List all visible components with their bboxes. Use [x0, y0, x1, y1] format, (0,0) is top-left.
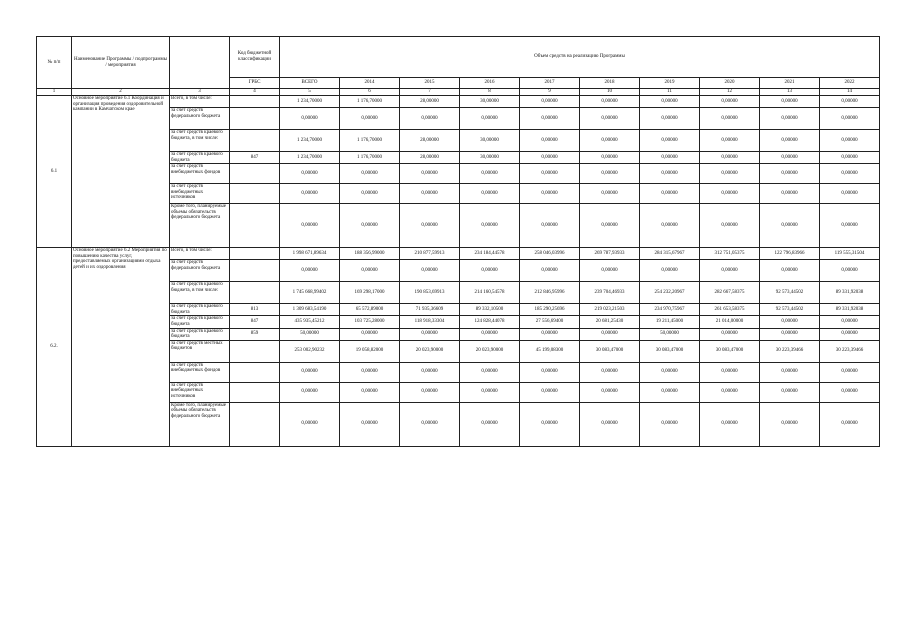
column-number: 12: [700, 89, 760, 96]
value-cell: 0,00000: [520, 328, 580, 340]
value-cell: 435 935,45212: [280, 316, 340, 328]
row-grbs: 847: [230, 316, 280, 328]
value-cell: 0,00000: [820, 204, 880, 248]
column-number: 13: [760, 89, 820, 96]
value-cell: 0,00000: [280, 108, 340, 130]
value-cell: 0,00000: [760, 316, 820, 328]
value-cell: 0,00000: [760, 96, 820, 108]
value-cell: 219 023,21503: [580, 304, 640, 316]
value-cell: 30 083,47000: [640, 340, 700, 362]
value-cell: 0,00000: [520, 164, 580, 184]
value-cell: 21 014,00000: [700, 316, 760, 328]
value-cell: 0,00000: [280, 382, 340, 402]
value-cell: 0,00000: [760, 164, 820, 184]
value-cell: 0,00000: [640, 108, 700, 130]
value-cell: 214 160,54578: [460, 282, 520, 304]
value-cell: 169 298,17000: [340, 282, 400, 304]
value-cell: 0,00000: [760, 260, 820, 282]
row-grbs: [230, 260, 280, 282]
value-cell: 118 918,33304: [400, 316, 460, 328]
row-description: за счет средств краевого бюджета: [170, 316, 230, 328]
value-cell: 0,00000: [640, 402, 700, 446]
value-cell: 0,00000: [460, 362, 520, 382]
header-funding: Объем средств на реализацию Программы: [280, 37, 880, 78]
value-cell: 0,00000: [280, 164, 340, 184]
value-cell: 269 787,93933: [580, 248, 640, 260]
value-cell: 0,00000: [820, 152, 880, 164]
section-number: 6.1: [37, 96, 72, 248]
row-grbs: [230, 108, 280, 130]
column-number: 2: [72, 89, 170, 96]
value-cell: 0,00000: [580, 96, 640, 108]
value-cell: 0,00000: [520, 260, 580, 282]
value-cell: 65 572,89000: [340, 304, 400, 316]
value-cell: 0,00000: [700, 328, 760, 340]
row-grbs: [230, 282, 280, 304]
header-year-8: 2021: [760, 78, 820, 89]
column-number: 4: [230, 89, 280, 96]
column-number: 3: [170, 89, 230, 96]
value-cell: 45 199,08300: [520, 340, 580, 362]
value-cell: 0,00000: [460, 108, 520, 130]
value-cell: 71 935,36609: [400, 304, 460, 316]
value-cell: 0,00000: [700, 204, 760, 248]
value-cell: 0,00000: [760, 184, 820, 204]
value-cell: 30 083,47000: [700, 340, 760, 362]
value-cell: 0,00000: [700, 108, 760, 130]
row-grbs: [230, 362, 280, 382]
value-cell: 0,00000: [340, 402, 400, 446]
header-year-9: 2022: [820, 78, 880, 89]
value-cell: 0,00000: [640, 260, 700, 282]
value-cell: 30,00000: [460, 130, 520, 152]
value-cell: 122 796,83966: [760, 248, 820, 260]
header-year-5: 2018: [580, 78, 640, 89]
value-cell: 1 176,70000: [340, 152, 400, 164]
value-cell: 0,00000: [820, 108, 880, 130]
section-name: Основное мероприятие 6.2 Мероприятия по повышению качества услуг, предоставляемых организациями отдыха детей и их оздоровления: [72, 248, 170, 447]
value-cell: 0,00000: [460, 328, 520, 340]
value-cell: 0,00000: [760, 152, 820, 164]
value-cell: 0,00000: [820, 260, 880, 282]
value-cell: 0,00000: [820, 164, 880, 184]
value-cell: 0,00000: [580, 108, 640, 130]
value-cell: 0,00000: [820, 402, 880, 446]
header-year-4: 2017: [520, 78, 580, 89]
value-cell: 0,00000: [340, 382, 400, 402]
row-description: за счет средств краевого бюджета, в том числе:: [170, 282, 230, 304]
value-cell: 89 331,92038: [820, 282, 880, 304]
value-cell: 1 176,70000: [340, 96, 400, 108]
value-cell: 0,00000: [700, 152, 760, 164]
value-cell: 1 998 671,89634: [280, 248, 340, 260]
value-cell: 0,00000: [400, 328, 460, 340]
value-cell: 0,00000: [580, 402, 640, 446]
value-cell: 0,00000: [520, 362, 580, 382]
value-cell: 19 211,45000: [640, 316, 700, 328]
column-number: 8: [460, 89, 520, 96]
value-cell: 30 083,47000: [580, 340, 640, 362]
value-cell: 0,00000: [700, 184, 760, 204]
value-cell: 234 184,44578: [460, 248, 520, 260]
value-cell: 30 223,39466: [760, 340, 820, 362]
row-grbs: [230, 164, 280, 184]
value-cell: 0,00000: [520, 382, 580, 402]
value-cell: 27 556,69400: [520, 316, 580, 328]
value-cell: 0,00000: [280, 260, 340, 282]
value-cell: 0,00000: [520, 130, 580, 152]
row-description: за счет средств внебюджетных фондов: [170, 362, 230, 382]
row-description: Кроме того, планируемые объемы обязательств федерального бюджета: [170, 204, 230, 248]
value-cell: 0,00000: [400, 402, 460, 446]
value-cell: 0,00000: [760, 204, 820, 248]
row-grbs: [230, 204, 280, 248]
value-cell: 0,00000: [700, 260, 760, 282]
value-cell: 0,00000: [580, 164, 640, 184]
value-cell: 312 751,05375: [700, 248, 760, 260]
value-cell: 284 315,67967: [640, 248, 700, 260]
column-number: 9: [520, 89, 580, 96]
value-cell: 0,00000: [280, 184, 340, 204]
value-cell: 0,00000: [820, 130, 880, 152]
value-cell: 0,00000: [700, 382, 760, 402]
value-cell: 119 555,31504: [820, 248, 880, 260]
column-number: 5: [280, 89, 340, 96]
value-cell: 0,00000: [460, 184, 520, 204]
value-cell: 0,00000: [400, 164, 460, 184]
column-number: 11: [640, 89, 700, 96]
value-cell: 30,00000: [460, 96, 520, 108]
value-cell: 0,00000: [460, 382, 520, 402]
value-cell: 0,00000: [760, 382, 820, 402]
header-grbs: ГРБС: [230, 78, 280, 89]
row-grbs: [230, 248, 280, 260]
value-cell: 0,00000: [340, 204, 400, 248]
row-grbs: [230, 402, 280, 446]
value-cell: 124 828,44078: [460, 316, 520, 328]
value-cell: 0,00000: [400, 108, 460, 130]
header-year-2: 2015: [400, 78, 460, 89]
header-year-7: 2020: [700, 78, 760, 89]
value-cell: 0,00000: [580, 382, 640, 402]
value-cell: 0,00000: [700, 402, 760, 446]
value-cell: 50,00000: [640, 328, 700, 340]
value-cell: 103 725,28000: [340, 316, 400, 328]
value-cell: 1 176,70000: [340, 130, 400, 152]
value-cell: 0,00000: [760, 130, 820, 152]
value-cell: 0,00000: [340, 184, 400, 204]
row-description: за счет средств внебюджетных источников: [170, 184, 230, 204]
value-cell: 0,00000: [700, 164, 760, 184]
value-cell: 19 058,82000: [340, 340, 400, 362]
row-grbs: [230, 130, 280, 152]
value-cell: 0,00000: [820, 184, 880, 204]
row-description: за счет средств краевого бюджета: [170, 304, 230, 316]
value-cell: 0,00000: [400, 362, 460, 382]
value-cell: 0,00000: [760, 402, 820, 446]
value-cell: 0,00000: [640, 96, 700, 108]
value-cell: 0,00000: [340, 108, 400, 130]
value-cell: 20 681,25430: [580, 316, 640, 328]
row-description: за счет средств внебюджетных источников: [170, 382, 230, 402]
value-cell: 234 970,75967: [640, 304, 700, 316]
value-cell: 0,00000: [640, 362, 700, 382]
value-cell: 0,00000: [580, 328, 640, 340]
value-cell: 92 573,44502: [760, 282, 820, 304]
value-cell: 0,00000: [820, 362, 880, 382]
row-grbs: [230, 96, 280, 108]
value-cell: 1 234,70000: [280, 152, 340, 164]
value-cell: 20 023,90000: [400, 340, 460, 362]
value-cell: 0,00000: [460, 164, 520, 184]
value-cell: 188 356,99000: [340, 248, 400, 260]
value-cell: 28,00000: [400, 96, 460, 108]
row-description: Всего, в том числе:: [170, 248, 230, 260]
value-cell: 0,00000: [280, 402, 340, 446]
value-cell: 1 309 683,54190: [280, 304, 340, 316]
column-number: 10: [580, 89, 640, 96]
value-cell: 0,00000: [460, 402, 520, 446]
row-grbs: 859: [230, 328, 280, 340]
value-cell: 0,00000: [340, 260, 400, 282]
row-description: за счет средств федерального бюджета: [170, 108, 230, 130]
value-cell: 0,00000: [580, 362, 640, 382]
value-cell: 253 002,90232: [280, 340, 340, 362]
value-cell: 89 331,92038: [820, 304, 880, 316]
value-cell: 0,00000: [760, 328, 820, 340]
value-cell: 0,00000: [580, 184, 640, 204]
value-cell: 0,00000: [340, 164, 400, 184]
header-year-3: 2016: [460, 78, 520, 89]
header-year-0: ВСЕГО: [280, 78, 340, 89]
value-cell: 1 234,70000: [280, 96, 340, 108]
section-number: 6.2.: [37, 248, 72, 447]
row-description: Всего, в том числе:: [170, 96, 230, 108]
value-cell: 0,00000: [640, 164, 700, 184]
value-cell: 0,00000: [820, 382, 880, 402]
row-grbs: [230, 382, 280, 402]
value-cell: 0,00000: [580, 260, 640, 282]
value-cell: 92 573,44502: [760, 304, 820, 316]
row-description: за счет средств краевого бюджета: [170, 328, 230, 340]
table-row: [37, 248, 880, 260]
value-cell: 258 046,03996: [520, 248, 580, 260]
value-cell: 30 223,39466: [820, 340, 880, 362]
value-cell: 50,00000: [280, 328, 340, 340]
value-cell: 0,00000: [640, 204, 700, 248]
column-number: 6: [340, 89, 400, 96]
value-cell: 0,00000: [340, 328, 400, 340]
value-cell: 0,00000: [340, 362, 400, 382]
column-number: 14: [820, 89, 880, 96]
value-cell: 0,00000: [700, 362, 760, 382]
row-grbs: 847: [230, 152, 280, 164]
value-cell: 28,00000: [400, 130, 460, 152]
value-cell: 0,00000: [280, 204, 340, 248]
value-cell: 0,00000: [700, 96, 760, 108]
value-cell: 0,00000: [820, 96, 880, 108]
value-cell: 239 704,46933: [580, 282, 640, 304]
row-description: Кроме того, планируемые объемы обязательств федерального бюджета: [170, 402, 230, 446]
value-cell: 0,00000: [580, 130, 640, 152]
value-cell: 0,00000: [640, 152, 700, 164]
value-cell: 20 023,90000: [460, 340, 520, 362]
value-cell: 1 234,70000: [280, 130, 340, 152]
value-cell: 0,00000: [640, 184, 700, 204]
value-cell: 28,00000: [400, 152, 460, 164]
value-cell: 0,00000: [280, 362, 340, 382]
column-number: 7: [400, 89, 460, 96]
value-cell: 261 653,58375: [700, 304, 760, 316]
row-description: за счет средств краевого бюджета, в том числе:: [170, 130, 230, 152]
header-kbk: Код бюджетной классификации: [230, 37, 280, 78]
header-year-1: 2014: [340, 78, 400, 89]
value-cell: 185 290,25696: [520, 304, 580, 316]
value-cell: 0,00000: [520, 204, 580, 248]
value-cell: 0,00000: [700, 130, 760, 152]
value-cell: 210 877,59913: [400, 248, 460, 260]
table-row: [37, 96, 880, 108]
value-cell: 0,00000: [640, 382, 700, 402]
header-name: Наименование Программы / подпрограммы / мероприятия: [72, 37, 170, 89]
value-cell: 0,00000: [400, 382, 460, 402]
value-cell: 190 853,69913: [400, 282, 460, 304]
value-cell: 0,00000: [520, 184, 580, 204]
value-cell: 0,00000: [580, 204, 640, 248]
value-cell: 0,00000: [460, 260, 520, 282]
value-cell: 1 745 668,99402: [280, 282, 340, 304]
header-year-6: 2019: [640, 78, 700, 89]
funding-table: [36, 36, 880, 447]
value-cell: 282 667,58375: [700, 282, 760, 304]
value-cell: 0,00000: [520, 152, 580, 164]
row-grbs: 813: [230, 304, 280, 316]
value-cell: 0,00000: [760, 362, 820, 382]
value-cell: 0,00000: [400, 184, 460, 204]
value-cell: 89 332,10500: [460, 304, 520, 316]
section-name: Основное мероприятие 6.1 Координация и организация проведения оздоровительной кампании в Камчатском крае: [72, 96, 170, 248]
row-grbs: [230, 340, 280, 362]
column-number: 1: [37, 89, 72, 96]
value-cell: 0,00000: [640, 130, 700, 152]
value-cell: 0,00000: [760, 108, 820, 130]
row-description: за счет средств местных бюджетов: [170, 340, 230, 362]
row-description: за счет средств краевого бюджета: [170, 152, 230, 164]
header-no: № п/п: [37, 37, 72, 89]
row-description: за счет средств внебюджетных фондов: [170, 164, 230, 184]
header-spacer: [170, 37, 230, 89]
value-cell: 0,00000: [520, 96, 580, 108]
value-cell: 0,00000: [520, 402, 580, 446]
value-cell: 30,00000: [460, 152, 520, 164]
row-description: за счет средств федерального бюджета: [170, 260, 230, 282]
value-cell: 0,00000: [400, 260, 460, 282]
value-cell: 0,00000: [820, 328, 880, 340]
value-cell: 212 846,95996: [520, 282, 580, 304]
row-grbs: [230, 184, 280, 204]
value-cell: 0,00000: [460, 204, 520, 248]
value-cell: 0,00000: [400, 204, 460, 248]
value-cell: 254 232,20967: [640, 282, 700, 304]
value-cell: 0,00000: [580, 152, 640, 164]
value-cell: 0,00000: [820, 316, 880, 328]
value-cell: 0,00000: [520, 108, 580, 130]
